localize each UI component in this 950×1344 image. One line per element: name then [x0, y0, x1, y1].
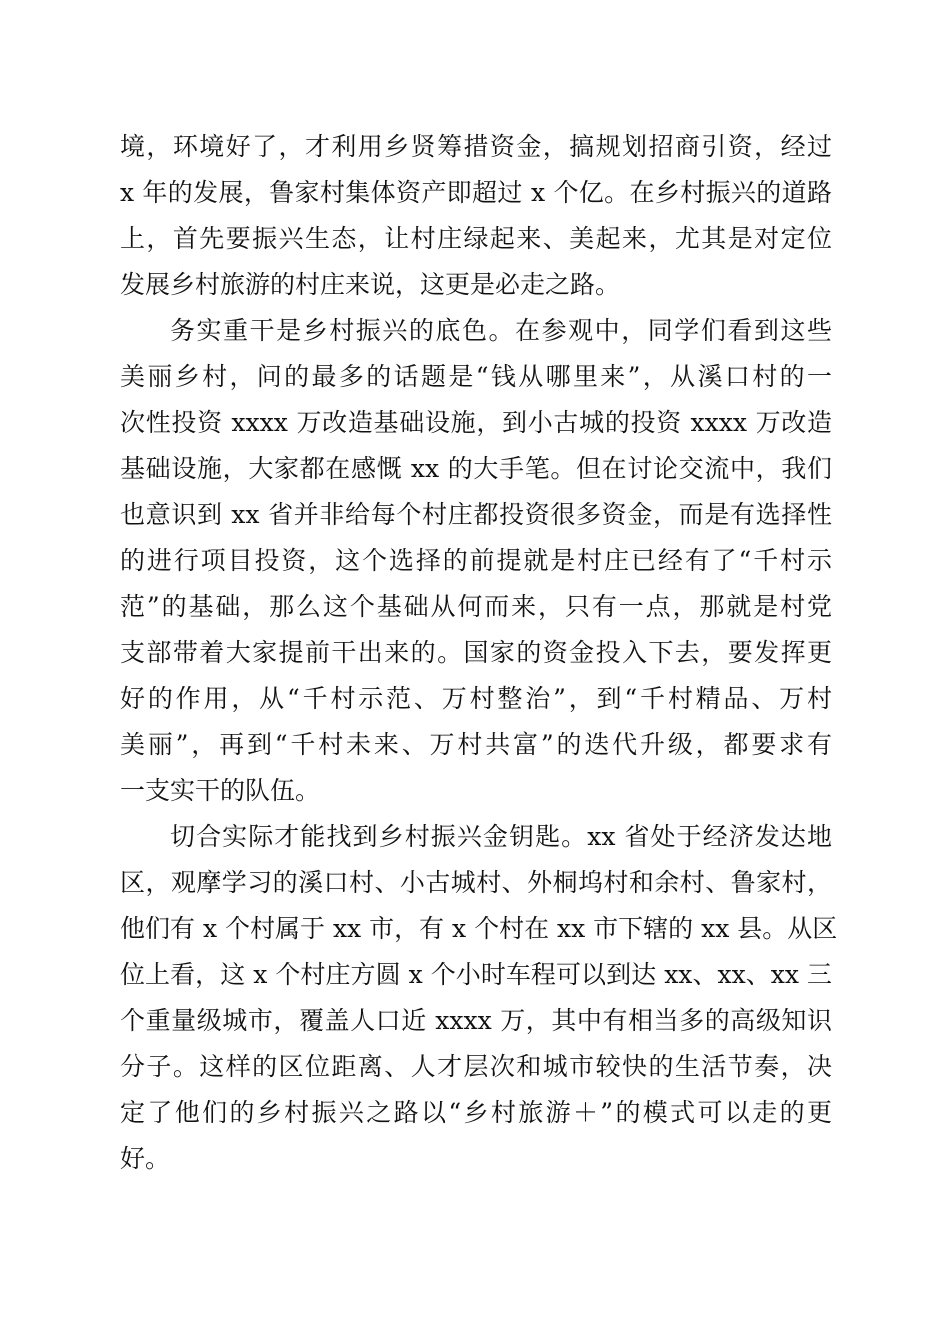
paragraph-line: 分子。这样的区位距离、人才层次和城市较快的生活节奏，决: [120, 1052, 832, 1081]
paragraph-line: 一支实干的队伍。: [120, 776, 321, 805]
paragraph-line: 上，首先要振兴生态，让村庄绿起来、美起来，尤其是对定位: [120, 224, 832, 253]
paragraph-line: 位上看，这 x 个村庄方圆 x 个小时车程可以到达 xx、xx、xx 三: [120, 960, 832, 989]
paragraph-line: 务实重干是乡村振兴的底色。在参观中，同学们看到这些: [170, 316, 832, 345]
paragraph-line: 好。: [120, 1144, 171, 1173]
paragraph-line: 发展乡村旅游的村庄来说，这更是必走之路。: [120, 270, 621, 299]
paragraph-2: [120, 308, 832, 814]
paragraph-line: 好的作用，从“千村示范、万村整治”，到“千村精品、万村: [120, 684, 832, 713]
paragraph-line: 他们有 x 个村属于 xx 市，有 x 个村在 xx 市下辖的 xx 县。从区: [120, 914, 838, 943]
paragraph-line: 次性投资 xxxx 万改造基础设施，到小古城的投资 xxxx 万改造: [120, 408, 832, 437]
paragraph-line: 范”的基础，那么这个基础从何而来，只有一点，那就是村党: [120, 592, 832, 621]
paragraph-line: 支部带着大家提前干出来的。国家的资金投入下去，要发挥更: [120, 638, 832, 667]
paragraph-line: 切合实际才能找到乡村振兴金钥匙。xx 省处于经济发达地: [170, 822, 832, 851]
paragraph-1: [120, 124, 832, 308]
paragraph-line: 基础设施，大家都在感慨 xx 的大手笔。但在讨论交流中，我们: [120, 454, 832, 483]
document-body: [120, 124, 838, 1182]
paragraph-line: 美丽乡村，问的最多的话题是“钱从哪里来”，从溪口村的一: [120, 362, 832, 391]
paragraph-line: 美丽”，再到“千村未来、万村共富”的迭代升级，都要求有: [120, 730, 832, 759]
paragraph-line: 也意识到 xx 省并非给每个村庄都投资很多资金，而是有选择性: [120, 500, 832, 529]
paragraph-line: 定了他们的乡村振兴之路以“乡村旅游＋”的模式可以走的更: [120, 1098, 832, 1127]
paragraph-line: x 年的发展，鲁家村集体资产即超过 x 个亿。在乡村振兴的道路: [120, 178, 832, 207]
paragraph-line: 的进行项目投资，这个选择的前提就是村庄已经有了“千村示: [120, 546, 832, 575]
paragraph-3: [120, 814, 838, 1182]
paragraph-line: 区，观摩学习的溪口村、小古城村、外桐坞村和余村、鲁家村，: [120, 868, 832, 897]
paragraph-line: 境，环境好了，才利用乡贤筹措资金，搞规划招商引资，经过: [120, 132, 832, 161]
paragraph-line: 个重量级城市，覆盖人口近 xxxx 万，其中有相当多的高级知识: [120, 1006, 832, 1035]
